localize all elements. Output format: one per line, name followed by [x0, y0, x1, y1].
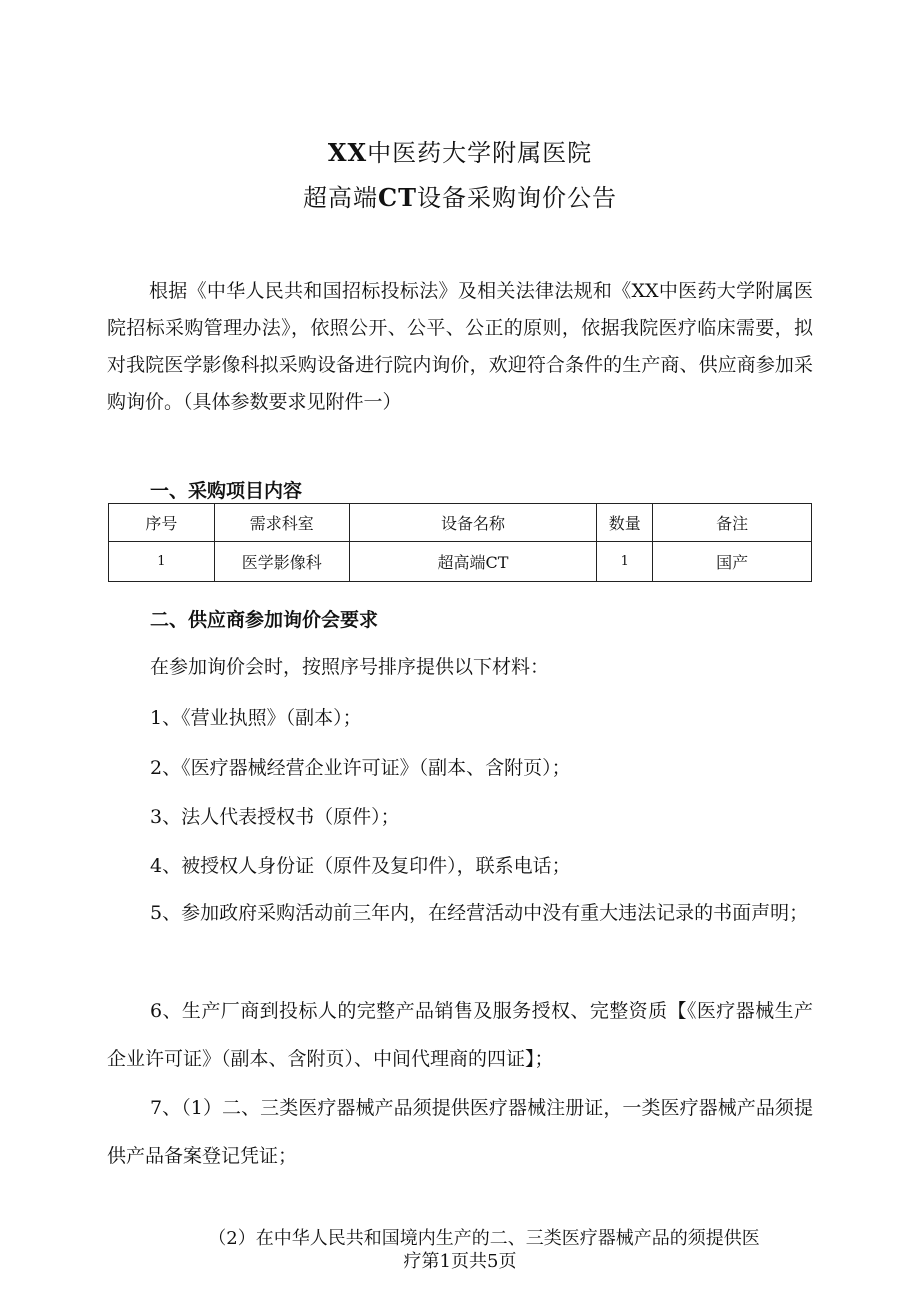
requirement-item: 5、参加政府采购活动前三年内，在经营活动中没有重大违法记录的书面声明； [150, 902, 809, 924]
table-row [109, 542, 812, 582]
section1-heading: 一、采购项目内容 [150, 480, 303, 502]
table-header-row [109, 504, 812, 542]
table-header-cell: 数量 [597, 504, 653, 542]
section2-heading: 二、供应商参加询价会要求 [150, 609, 379, 631]
table-header-cell: 设备名称 [349, 504, 597, 542]
title-line1-text: 中医药大学附属医院 [367, 139, 593, 167]
title-line2-post: 设备采购询价公告 [416, 184, 617, 212]
requirement-item: 3、法人代表授权书（原件）； [150, 806, 400, 828]
table-header-cell: 需求科室 [214, 504, 349, 542]
table-header-cell: 序号 [109, 504, 215, 542]
requirement-item: 7、（1）二、三类医疗器械产品须提供医疗器械注册证，一类医疗器械产品须提供产品备案登记凭证； [107, 1097, 813, 1167]
table-cell-department: 医学影像科 [214, 542, 349, 582]
requirement-subitem-partial: （2）在中华人民共和国境内生产的二、三类医疗器械产品的须提供医 [208, 1228, 760, 1249]
requirement-item: 6、生产厂商到投标人的完整产品销售及服务授权、完整资质【《医疗器械生产企业许可证》（副本、含附页）、中间代理商的四证】； [107, 1000, 813, 1070]
intro-paragraph: 根据《中华人民共和国招标投标法》及相关法律法规和《XX中医药大学附属医院招标采购管理办法》，依照公开、公平、公正的原则，依据我院医疗临床需要，拟对我院医学影像科拟采购设备进行院内询价，欢迎符合条件的生产商、供应商参加采购询价。（具体参数要求见附件一） [107, 280, 813, 413]
title-line2-bold: CT [378, 183, 417, 212]
requirements-lead: 在参加询价会时，按照序号排序提供以下材料： [150, 656, 550, 678]
document-title-line2 [0, 178, 920, 213]
table-cell-quantity: 1 [597, 542, 653, 582]
page-footer [0, 1224, 920, 1273]
requirement-item: 4、被授权人身份证（原件及复印件），联系电话； [150, 855, 571, 877]
requirement-item: 1、《营业执照》（副本）； [150, 707, 362, 729]
table-cell-remark: 国产 [653, 542, 812, 582]
title-bold-prefix: XX [327, 138, 368, 167]
page-number-line [0, 1247, 920, 1273]
subitem-tail: 疗 [403, 1251, 422, 1272]
document-title-line1 [0, 133, 920, 168]
table-cell-index: 1 [109, 542, 215, 582]
table-header-cell: 备注 [653, 504, 812, 542]
table-cell-equipment: 超高端CT [349, 542, 597, 582]
title-line2-pre: 超高端 [303, 184, 379, 212]
page-number: 第1页共5页 [421, 1251, 517, 1272]
requirement-item: 2、《医疗器械经营企业许可证》（副本、含附页）； [150, 757, 571, 779]
procurement-table [108, 503, 812, 582]
